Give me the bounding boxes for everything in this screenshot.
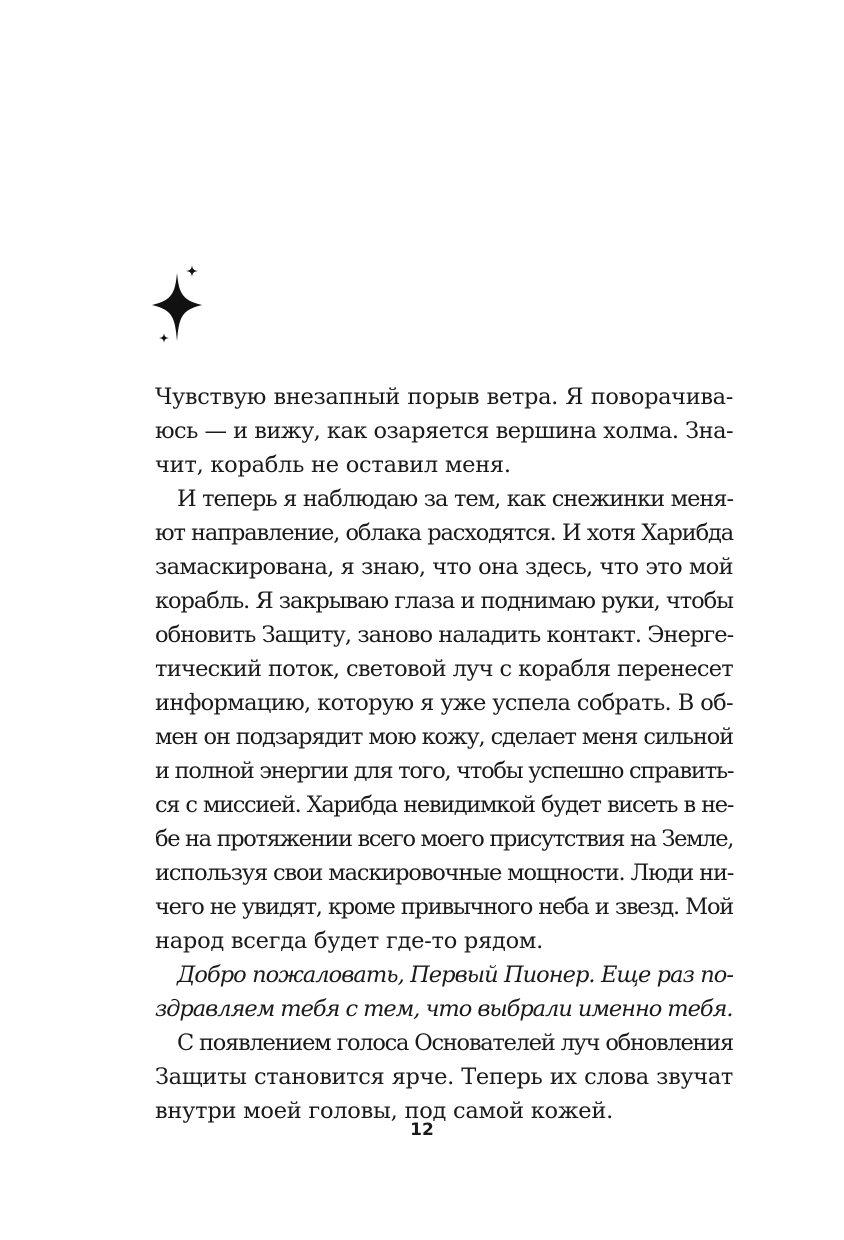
text-line: чит, корабль не оставил меня.: [155, 452, 511, 478]
text-line: народ всегда будет где-то рядом.: [155, 928, 544, 954]
text-line: И теперь я наблюдаю за тем, как снежинки меня-: [177, 486, 733, 512]
page-number: 12: [410, 1120, 434, 1140]
text-line: Чувствую внезапный порыв ветра. Я поворачива-: [155, 384, 733, 410]
sparkle-stars-icon: [150, 262, 210, 348]
text-line: замаскирована, я знаю, что она здесь, что это мой: [155, 554, 733, 580]
large-star-icon: [152, 273, 202, 341]
text-line: обновить Защиту, заново наладить контакт. Энерге-: [155, 622, 734, 648]
text-line: и полной энергии для того, чтобы успешно справить-: [155, 758, 734, 784]
italic-text-line: Добро пожаловать, Первый Пионер. Еще раз по-: [177, 962, 733, 988]
text-line: чего не увидят, кроме привычного неба и звезд. Мой: [155, 894, 733, 920]
text-line: ся с миссией. Харибда невидимкой будет висеть в не-: [155, 792, 733, 818]
text-line: ют направление, облака расходятся. И хотя Харибда: [155, 520, 733, 546]
text-line: мен он подзарядит мою кожу, сделает меня сильной: [155, 724, 733, 750]
text-line: используя свои маскировочные мощности. Люди ни-: [155, 860, 734, 886]
text-line: юсь — и вижу, как озаряется вершина холма. Зна-: [155, 418, 733, 444]
small-star-bottom-icon: [159, 333, 169, 343]
body-text: [155, 380, 733, 1128]
text-line: тический поток, световой луч с корабля перенесет: [155, 656, 733, 682]
text-line: информацию, которую я уже успела собрать. В об-: [155, 690, 733, 716]
small-star-top-icon: [186, 265, 198, 277]
text-line: С появлением голоса Основателей луч обновления: [177, 1030, 733, 1056]
text-line: бе на протяжении всего моего присутствия на Земле,: [155, 826, 733, 852]
italic-text-line: здравляем тебя с тем, что выбрали именно тебя.: [155, 996, 733, 1022]
text-line: внутри моей головы, под самой кожей.: [155, 1098, 613, 1124]
text-line: Защиты становится ярче. Теперь их слова звучат: [155, 1064, 733, 1090]
text-line: корабль. Я закрываю глаза и поднимаю руки, чтобы: [155, 588, 733, 614]
